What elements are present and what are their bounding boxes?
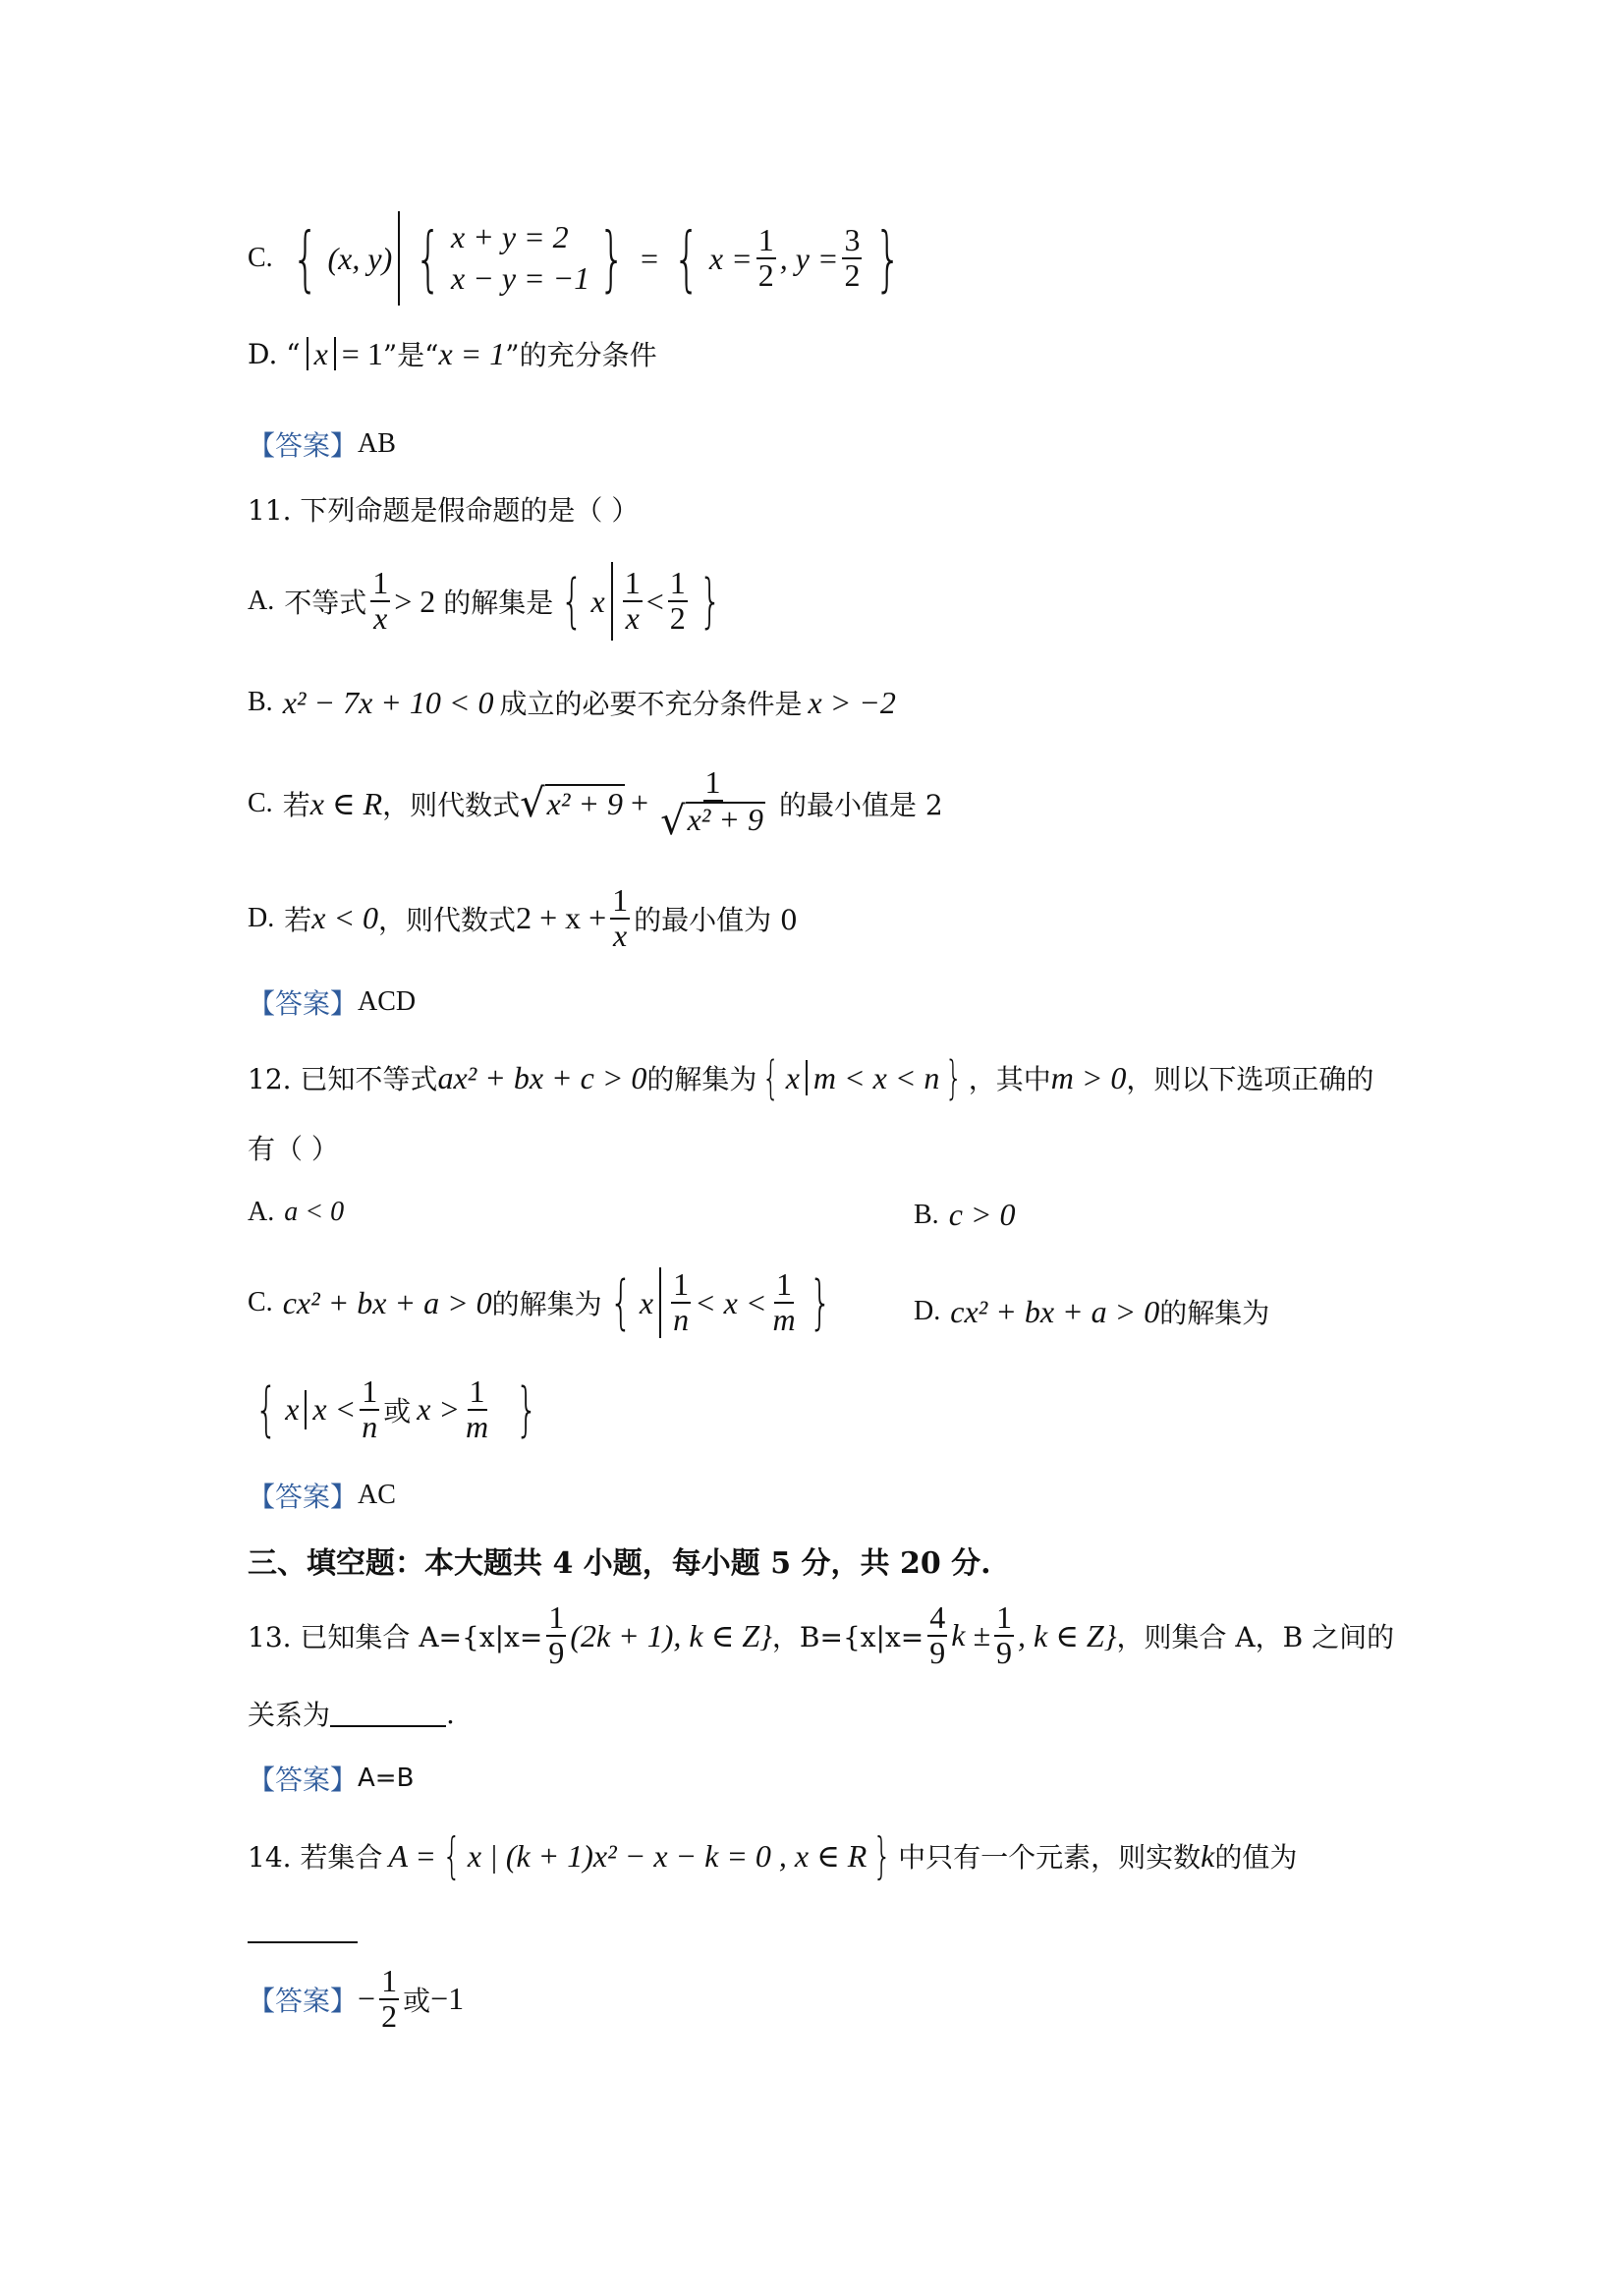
answer-tag: 【答案】 <box>248 1984 359 2017</box>
fraction: $\frac{1}{x}$ <box>624 565 641 636</box>
q11-option-a: A. 不等式 $\frac{1}{x}$ > 2 的解集是 { x $\frac{1}{x}$ < $\frac{1}{2}$ } <box>248 562 729 641</box>
q10-option-d: D. “ x = 1 ”是“ x = 1 ”的充分条件 <box>248 335 657 371</box>
q11-option-d: D. 若 x < 0 ，则代数式 2 + x + $\frac{1}{x}$ 的最小值为 0 <box>248 882 798 953</box>
answer-tag: 【答案】 <box>248 1481 359 1513</box>
q11-option-b: B. x² − 7x + 10 < 0 成立的必要不充分条件是 x > −2 <box>248 684 896 720</box>
answer-blank <box>248 1939 358 1943</box>
answer-10: 【答案】 AB <box>248 424 396 464</box>
answer-tag: 【答案】 <box>248 1764 359 1796</box>
fraction: $\frac{1}{2}$ <box>381 1963 398 2034</box>
question-12-line2: 有（ ） <box>248 1133 339 1165</box>
fraction: $\frac{1}{x}$ <box>372 565 389 636</box>
answer-14: 【答案】 − $\frac{1}{2}$ 或 −1 <box>248 1963 465 2034</box>
fraction: $\frac{1}{2}$ <box>757 222 774 293</box>
question-13-line2: 关系为 . <box>248 1697 455 1731</box>
fraction: 1 √ x² + 9 <box>660 764 763 844</box>
fraction: $\frac{3}{2}$ <box>844 222 861 293</box>
question-14-line2 <box>248 1916 358 1943</box>
fraction: $\frac{1}{m}$ <box>466 1373 489 1444</box>
fraction: $\frac{1}{9}$ <box>996 1599 1013 1670</box>
square-root: √ x² + 9 <box>520 780 624 826</box>
question-13: 13. 已知集合 A={x|x= $\frac{1}{9}$ (2k + 1), k ∈ Z} ，B={x|x= $\frac{4}{9}$ k ± $\frac{1}{9}$ , k ∈ Z} ，则集合 A，B 之间的 <box>248 1599 1395 1670</box>
q12-option-d: D. cx² + bx + a > 0 的解集为 <box>914 1293 1270 1329</box>
fraction: $\frac{1}{n}$ <box>362 1373 378 1444</box>
fraction: $\frac{1}{n}$ <box>673 1266 690 1337</box>
equation-system: x + y = 2 x − y = −1 <box>451 219 590 296</box>
question-14: 14. 若集合 A = { x | (k + 1)x² − x − k = 0 , x ∈ R } 中只有一个元素，则实数 k 的值为 <box>248 1827 1298 1884</box>
q11-option-c: C. 若 x ∈ R ，则代数式 √ x² + 9 + 1 √ x² + 9 的最小值是 2 <box>248 764 943 844</box>
answer-12: 【答案】 AC <box>248 1476 396 1515</box>
answer-11: 【答案】 ACD <box>248 982 416 1022</box>
section-3-title: 三、填空题：本大题共 4 小题，每小题 5 分，共 20 分. <box>248 1546 991 1581</box>
q12-option-d-set: { x x < $\frac{1}{n}$ 或 x > $\frac{1}{m}$ } <box>254 1373 538 1444</box>
question-12: 12. 已知不等式 ax² + bx + c > 0 的解集为 { x m < x < n } ，其中 m > 0 ，则以下选项正确的 <box>248 1051 1374 1104</box>
option-label: C. <box>248 243 273 273</box>
q10-option-c: C. { (x, y) { x + y = 2 x − y = −1 } = { x = $\frac{1}{2}$ , y = $\frac{3}{2}$ } <box>248 211 911 306</box>
answer-tag: 【答案】 <box>248 987 359 1020</box>
set-head: (x, y) <box>327 240 393 276</box>
fraction: $\frac{1}{9}$ <box>548 1599 565 1670</box>
answer-13: 【答案】 A=B <box>248 1759 414 1798</box>
answer-blank <box>330 1700 446 1727</box>
answer-tag: 【答案】 <box>248 429 359 462</box>
fraction: $\frac{4}{9}$ <box>929 1599 946 1670</box>
question-11: 11. 下列命题是假命题的是（ ） <box>248 494 640 527</box>
fraction: $\frac{1}{x}$ <box>612 882 629 953</box>
q12-option-c: C. cx² + bx + a > 0 的解集为 { x $\frac{1}{n}$ < x < $\frac{1}{m}$ } <box>248 1266 832 1337</box>
q12-option-b: B. c > 0 <box>914 1197 1016 1232</box>
fraction: $\frac{1}{m}$ <box>772 1266 796 1337</box>
fraction: $\frac{1}{2}$ <box>669 565 686 636</box>
q12-option-a: A. a < 0 <box>248 1197 345 1227</box>
